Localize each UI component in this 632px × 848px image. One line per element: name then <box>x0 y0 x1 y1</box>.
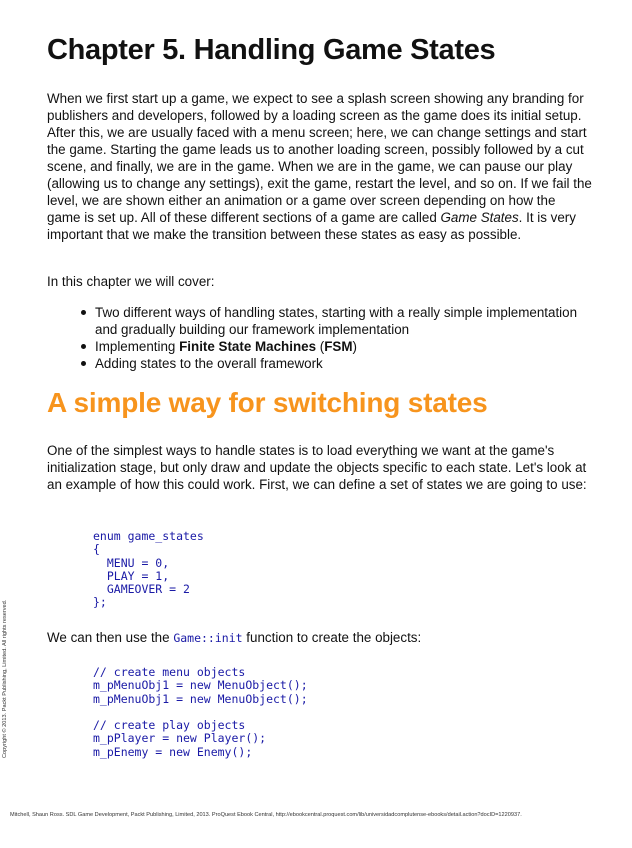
list-item-bold: Finite State Machines <box>179 339 317 354</box>
code-block-init: // create menu objects m_pMenuObj1 = new MenuObject(); m_pMenuObj1 = new MenuObject(); // create play objects m_pPlayer = new Player(); m_pEnemy = new Enemy(); <box>93 665 308 759</box>
code-block-enum: enum game_states { MENU = 0, PLAY = 1, GAMEOVER = 2 }; <box>93 529 204 610</box>
cover-intro: In this chapter we will cover: <box>47 274 215 289</box>
game-init-text-1: We can then use the <box>47 630 174 645</box>
inline-code: Game::init <box>173 631 243 645</box>
list-item <box>95 338 595 355</box>
side-copyright: Copyright © 2013. Packt Publishing, Limited. All rights reserved. <box>2 599 8 758</box>
chapter-title: Chapter 5. Handling Game States <box>47 34 496 66</box>
list-item-mid: ( <box>316 339 325 354</box>
intro-text-1: When we first start up a game, we expect to see a splash screen showing any branding for publishers and developers, followed by a loading screen as the game does its initial setup. After this, we are usually faced with a menu screen; here, we can change settings and start the game. Starting the game leads us to another loading screen, possibly followed by a cut scene, and finally, we are in the game. When we are in the game, we can pause our play (allowing us to change any settings), exit the game, restart the level, and so on. If we fail the level, we are shown either an animation or a game over screen depending on how the game is set up. All of these different sections of a game are called <box>47 91 592 225</box>
topic-list <box>47 304 595 372</box>
section-paragraph: One of the simplest ways to handle states is to load everything we want at the game's initialization stage, but only draw and update the objects specific to each state. Let's look at an example of how this could work. First, we can define a set of states we are going to use: <box>47 443 587 492</box>
section-title: A simple way for switching states <box>47 387 488 418</box>
list-item-suffix: ) <box>352 339 357 354</box>
list-item: Adding states to the overall framework <box>95 355 595 372</box>
list-item-abbr: FSM <box>324 339 353 354</box>
intro-paragraph <box>47 90 592 243</box>
list-item-prefix: Implementing <box>95 339 180 354</box>
game-init-text-2: function to create the objects: <box>242 630 422 645</box>
game-init-paragraph <box>47 629 592 647</box>
footer-citation: Mitchell, Shaun Ross. SDL Game Development, Packt Publishing, Limited, 2013. ProQuest Ebook Central, http://ebookcentral.proquest.com/lib/universidadcomplutense-ebooks/detail.action?docID=1220937. <box>10 812 522 818</box>
intro-text-italic: Game States <box>440 210 519 225</box>
list-item: Two different ways of handling states, starting with a really simple implementation and gradually building our framework implementation <box>95 304 595 338</box>
intro-text-2: . It is very important that we make the transition between these states as easy as possible. <box>47 210 576 242</box>
